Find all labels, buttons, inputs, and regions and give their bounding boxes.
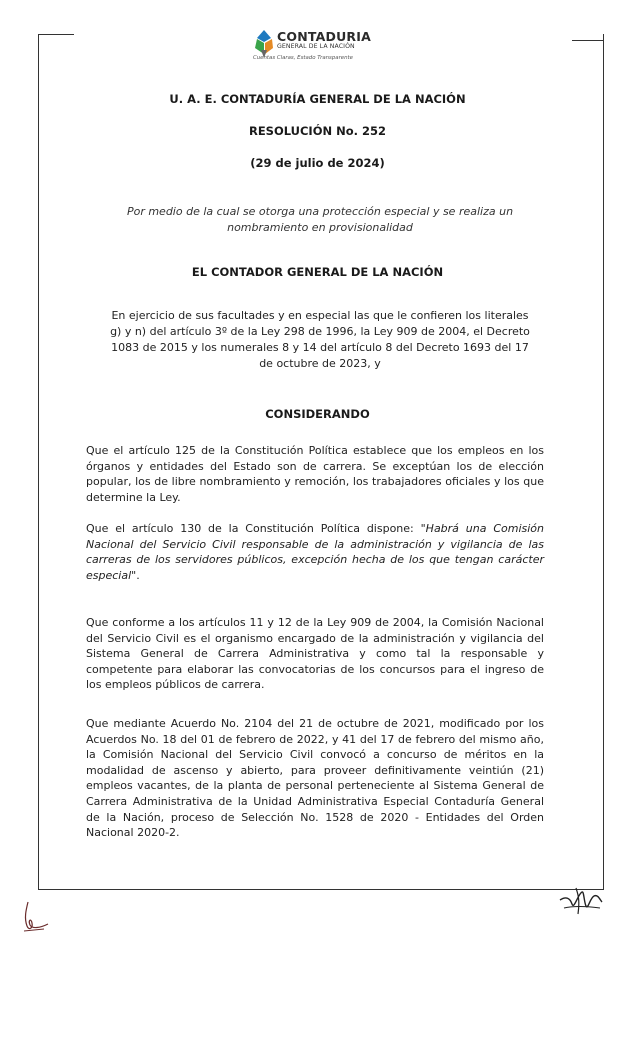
page-border-top-left [38,34,74,35]
faculties-paragraph: En ejercicio de sus facultades y en especial las que le confieren los literales g) y n) del artículo 3º de la Ley 298 de 1996, la Ley 909 de 2004, el Decreto 1083 de 2015 y los numerales 8 y 14 del artículo 8 del Decreto 1693 del 17 de octubre de 2023, y [110,309,530,370]
entity-heading: U. A. E. CONTADURÍA GENERAL DE LA NACIÓN [169,92,466,106]
paragraph-2-text: Que el artículo 130 de la Constitución Política dispone: [86,522,421,535]
resolution-date: (29 de julio de 2024) [250,156,385,170]
paragraph-1: Que el artículo 125 de la Constitución Política establece que los empleos en los órganos y entidades del Estado son de carrera. Se exceptúan los de elección popular, los de libre nombramiento y remoción, los trabajadores oficiales y los que determine la Ley. [86,444,544,504]
paragraph-2-quote: "Habrá una Comisión Nacional del Servicio Civil responsable de la administración y vigilancia de las carreras de los servidores públicos, excepción hecha de los que tengan carácter especial" [86,522,544,582]
paragraph-3: Que conforme a los artículos 11 y 12 de la Ley 909 de 2004, la Comisión Nacional del Servicio Civil es el organismo encargado de la administración y vigilancia del Sistema General de Carrera Administrativa y como tal la responsable y competente para elaborar las convocatorias de los concursos para el ingreso de los empleos públicos de carrera. [86,616,544,692]
logo-name: CONTADURIA [277,29,371,44]
logo-tagline: Cuentas Claras, Estado Transparente [253,55,353,61]
initials-right-signature [556,884,606,918]
paragraph-2-tail: . [136,568,140,582]
initials-left-signature [18,898,52,934]
resolution-number: RESOLUCIÓN No. 252 [248,124,387,138]
logo-subname: GENERAL DE LA NACIÓN [277,43,355,50]
resolution-subject: Por medio de la cual se otorga una protección especial y se realiza un nombramiento en provisionalidad [126,205,514,234]
considering-heading: CONSIDERANDO [265,407,370,421]
authority-heading: EL CONTADOR GENERAL DE LA NACIÓN [191,265,444,279]
paragraph-4: Que mediante Acuerdo No. 2104 del 21 de octubre de 2021, modificado por los Acuerdos No. 18 del 01 de febrero de 2022, y 41 del 17 de febrero del mismo año, la Comisión Nacional del Servicio Civil convocó a concurso de méritos en la modalidad de ascenso y abierto, para proveer definitivamente veintiún (21) empleos vacantes, de la planta de personal perteneciente al Sistema General de Carrera Administrativa de la Unidad Administrativa Especial Contaduría General de la Nación, proceso de Selección No. 1528 de 2020 - Entidades del Orden Nacional 2020-2. [86,717,544,840]
paragraph-2 [86,521,544,583]
contaduria-logo [253,28,383,68]
page-border-top-right [572,40,604,41]
logo-mark-icon [253,30,275,58]
